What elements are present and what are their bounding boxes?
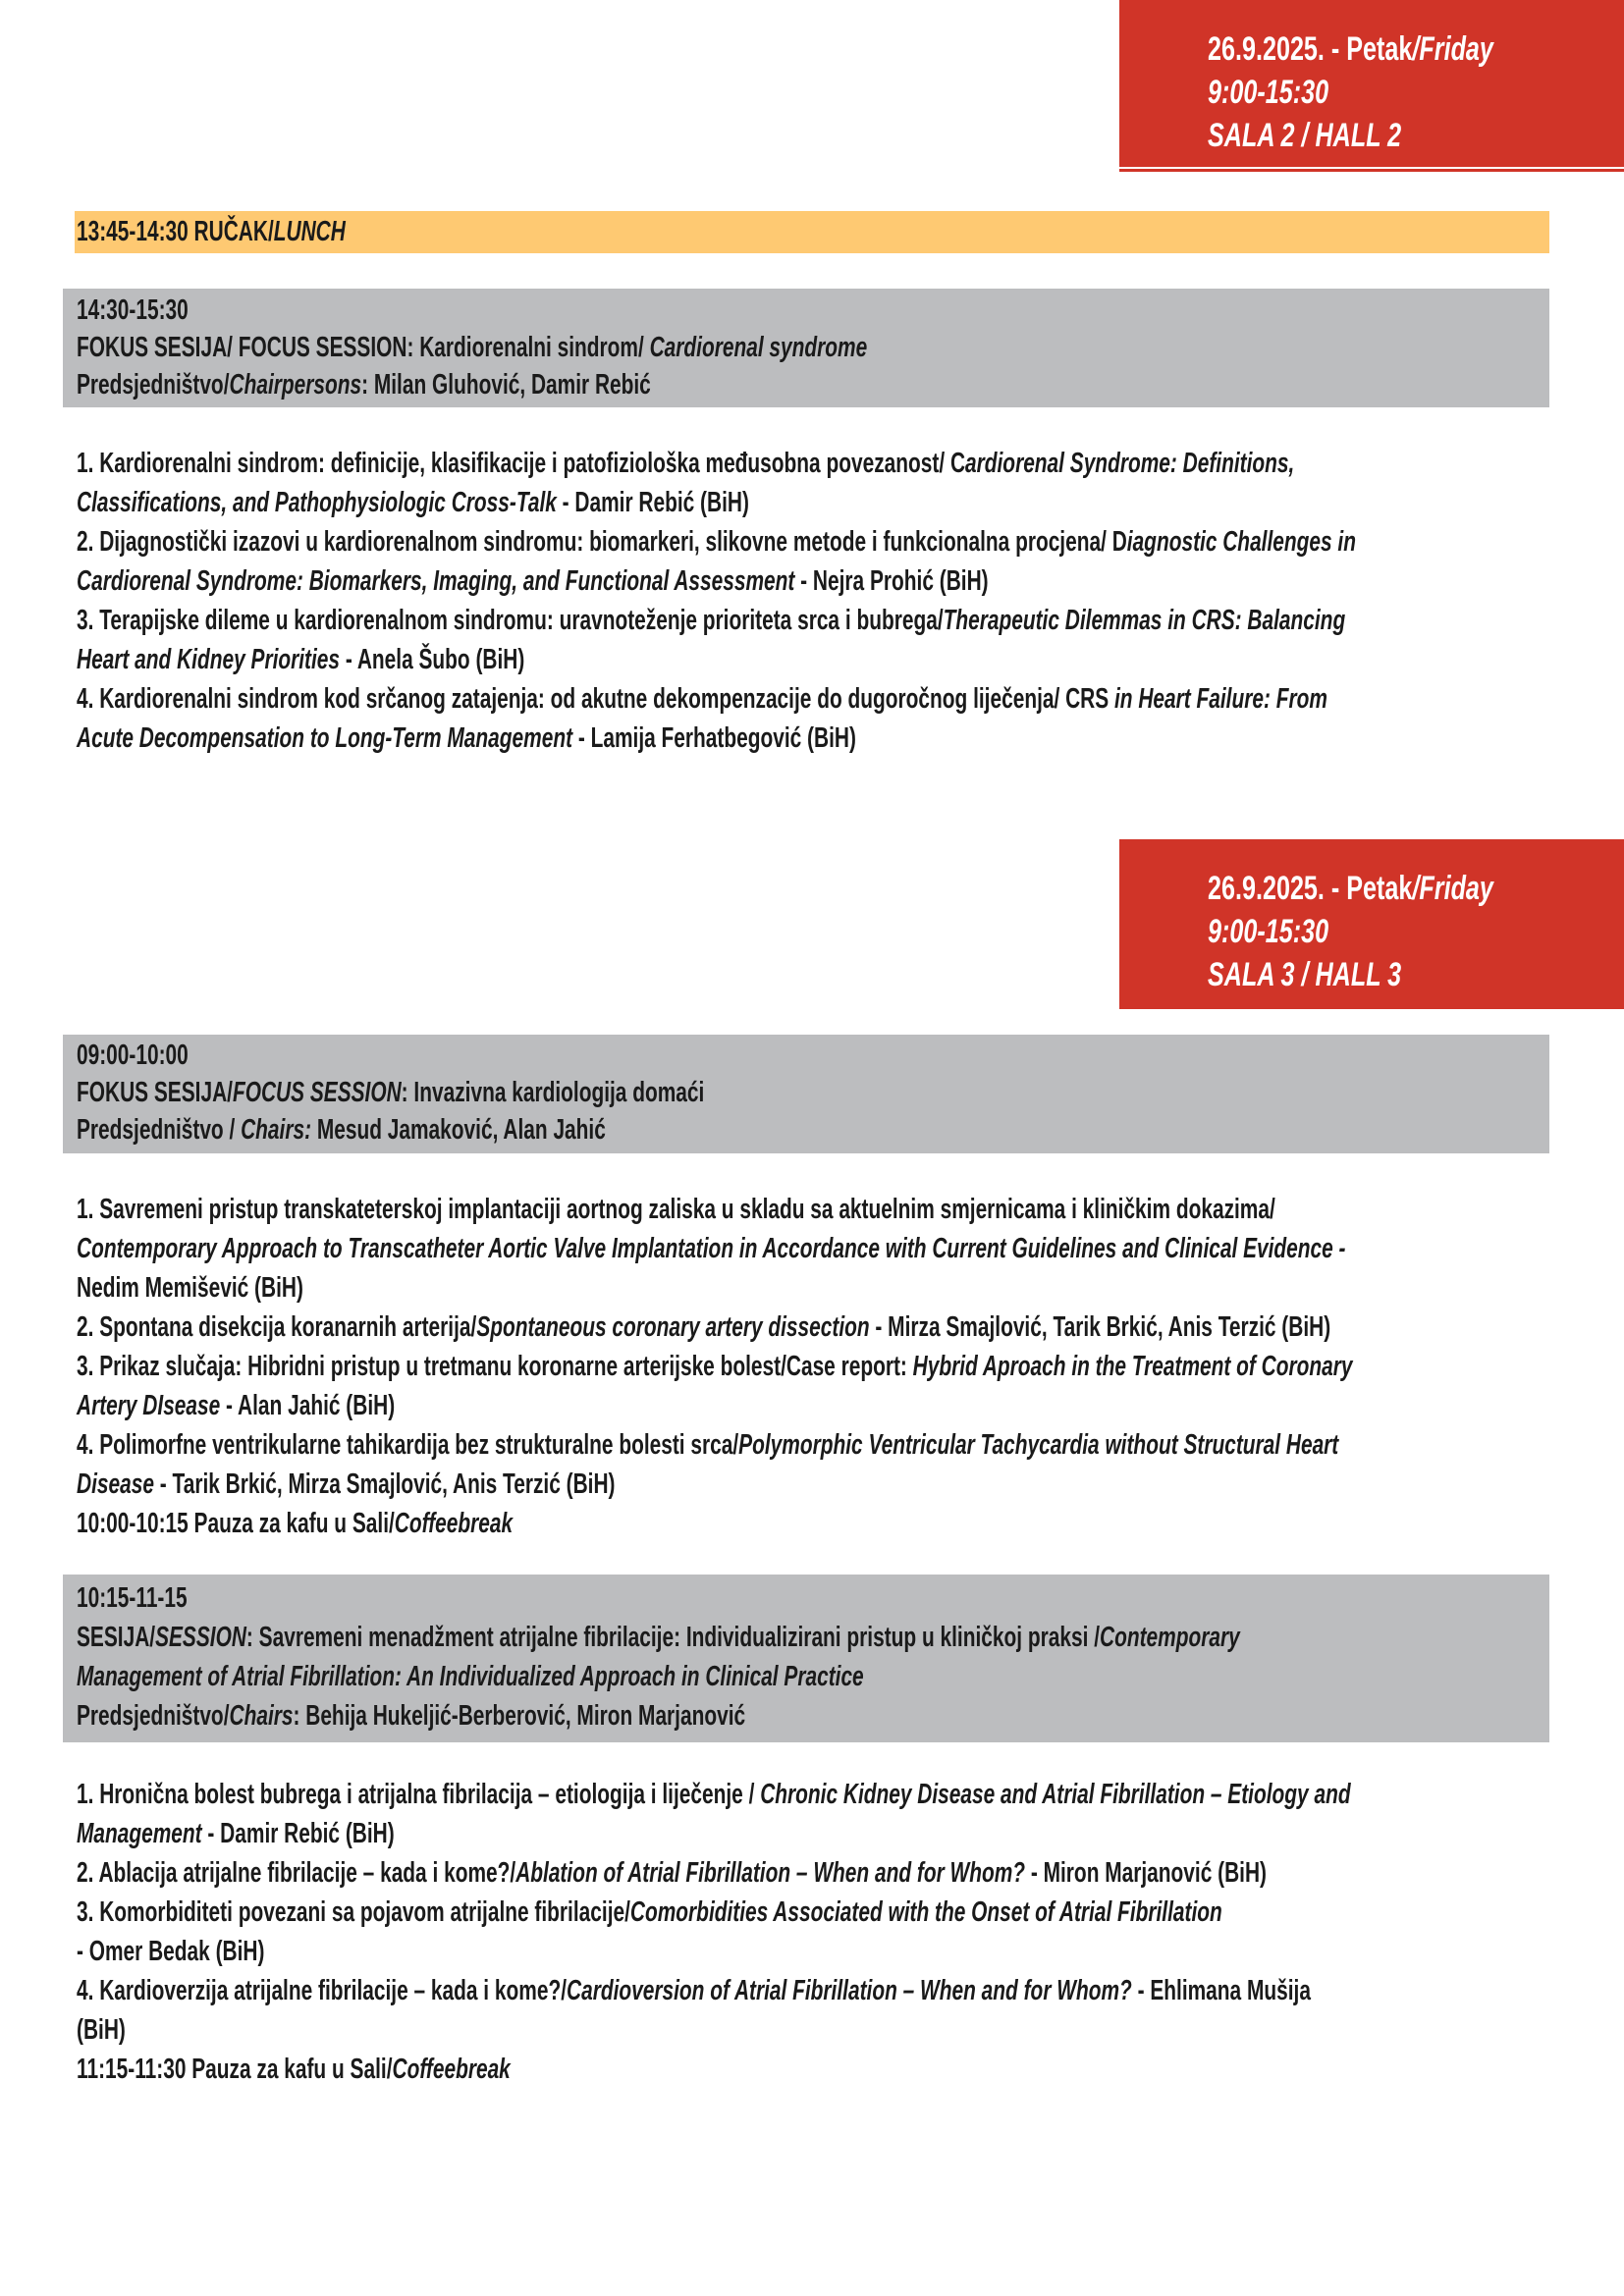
lunch-label: 13:45-14:30 RUČAK/LUNCH <box>77 216 346 247</box>
talk-item-cont: Cardiorenal Syndrome: Biomarkers, Imaging, and Functional Assessment - Nejra Prohić (BiH) <box>77 565 989 597</box>
hall2-hall: SALA 2 / HALL 2 <box>1208 117 1402 154</box>
session-chairs: Predsjedništvo/Chairs: Behija Hukeljić-Berberović, Miron Marjanović <box>77 1700 746 1732</box>
session-chairs: Predsjedništvo/Chairpersons: Milan Gluhović, Damir Rebić <box>77 369 651 400</box>
talk-item-cont: Heart and Kidney Priorities - Anela Šubo (BiH) <box>77 644 525 675</box>
talk-item: 1. Kardiorenalni sindrom: definicije, klasifikacije i patofiziološka međusobna povezanost/ Cardiorenal Syndrome: Definitions, <box>77 448 1295 479</box>
talk-item-cont: Nedim Memišević (BiH) <box>77 1272 303 1304</box>
talk-item-cont: Contemporary Approach to Transcatheter Aortic Valve Implantation in Accordance with Current Guidelines and Clinical Evidence - <box>77 1233 1346 1264</box>
session-title: FOKUS SESIJA/FOCUS SESSION: Invazivna kardiologija domaći <box>77 1077 705 1108</box>
talk-item: 3. Terapijske dileme u kardiorenalnom sindromu: uravnoteženje prioriteta srca i bubrega/Therapeutic Dilemmas in CRS: Balancing <box>77 605 1346 636</box>
talk-item: 2. Spontana disekcija koranarnih arterija/Spontaneous coronary artery dissection - Mirza Smajlović, Tarik Brkić, Anis Terzić (BiH) <box>77 1311 1331 1343</box>
talk-item-cont: (BiH) <box>77 2014 126 2046</box>
talk-item-cont: Artery DIsease - Alan Jahić (BiH) <box>77 1390 396 1421</box>
session-time: 14:30-15:30 <box>77 294 189 326</box>
hall3-hall: SALA 3 / HALL 3 <box>1208 956 1402 993</box>
talk-item-cont: Acute Decompensation to Long-Term Management - Lamija Ferhatbegović (BiH) <box>77 722 856 754</box>
coffee-break: 10:00-10:15 Pauza za kafu u Sali/Coffeebreak <box>77 1508 514 1539</box>
talk-item: 1. Savremeni pristup transkateterskoj implantaciji aortnog zaliska u skladu sa aktuelnim smjernicama i kliničkim dokazima/ <box>77 1194 1275 1225</box>
talk-item: 4. Polimorfne ventrikularne tahikardija bez strukturalne bolesti srca/Polymorphic Ventricular Tachycardia without Structural Heart <box>77 1429 1339 1461</box>
talk-item: 3. Prikaz slučaja: Hibridni pristup u tretmanu koronarne arterijske bolest/Case report: Hybrid Aproach in the Treatment of Coronary <box>77 1351 1353 1382</box>
hall3-date: 26.9.2025. - Petak/Friday <box>1208 870 1493 907</box>
session-title: FOKUS SESIJA/ FOCUS SESSION: Kardiorenalni sindrom/ Cardiorenal syndrome <box>77 332 868 363</box>
session-title: SESIJA/SESSION: Savremeni menadžment atrijalne fibrilacije: Individualizirani pristup u kliničkoj praksi /Contemporary <box>77 1622 1240 1653</box>
session-time: 09:00-10:00 <box>77 1040 189 1071</box>
talk-item: 1. Hronična bolest bubrega i atrijalna fibrilacija – etiologija i liječenje / Chronic Kidney Disease and Atrial Fibrillation – Etiology and <box>77 1779 1351 1810</box>
hall2-header <box>1119 0 1624 167</box>
coffee-break: 11:15-11:30 Pauza za kafu u Sali/Coffeebreak <box>77 2054 511 2085</box>
talk-item-cont: Management - Damir Rebić (BiH) <box>77 1818 395 1849</box>
talk-item: 4. Kardiorenalni sindrom kod srčanog zatajenja: od akutne dekompenzacije do dugoročnog liječenja/ CRS in Heart Failure: From <box>77 683 1327 715</box>
hall2-underline <box>1119 169 1624 172</box>
talk-item: 2. Ablacija atrijalne fibrilacije – kada i kome?/Ablation of Atrial Fibrillation – When and for Whom? - Miron Marjanović (BiH) <box>77 1857 1267 1889</box>
talk-item-cont: - Omer Bedak (BiH) <box>77 1936 265 1967</box>
session-chairs: Predsjedništvo / Chairs: Mesud Jamaković, Alan Jahić <box>77 1114 606 1146</box>
talk-item: 3. Komorbiditeti povezani sa pojavom atrijalne fibrilacije/Comorbidities Associated with the Onset of Atrial Fibrillation <box>77 1896 1222 1928</box>
hall2-time: 9:00-15:30 <box>1208 74 1329 111</box>
hall3-time: 9:00-15:30 <box>1208 913 1329 950</box>
talk-item: 2. Dijagnostički izazovi u kardiorenalnom sindromu: biomarkeri, slikovne metode i funkcionalna procjena/ Diagnostic Challenges in <box>77 526 1356 558</box>
hall3-header <box>1119 839 1624 1009</box>
talk-item: 4. Kardioverzija atrijalne fibrilacije – kada i kome?/Cardioversion of Atrial Fibrillation – When and for Whom? - Ehlimana Mušija <box>77 1975 1311 2006</box>
session-title-cont: Management of Atrial Fibrillation: An Individualized Approach in Clinical Practice <box>77 1661 864 1692</box>
talk-item-cont: Disease - Tarik Brkić, Mirza Smajlović, Anis Terzić (BiH) <box>77 1468 616 1500</box>
talk-item-cont: Classifications, and Pathophysiologic Cross-Talk - Damir Rebić (BiH) <box>77 487 749 518</box>
hall2-date: 26.9.2025. - Petak/Friday <box>1208 30 1493 68</box>
session-time: 10:15-11-15 <box>77 1582 188 1614</box>
